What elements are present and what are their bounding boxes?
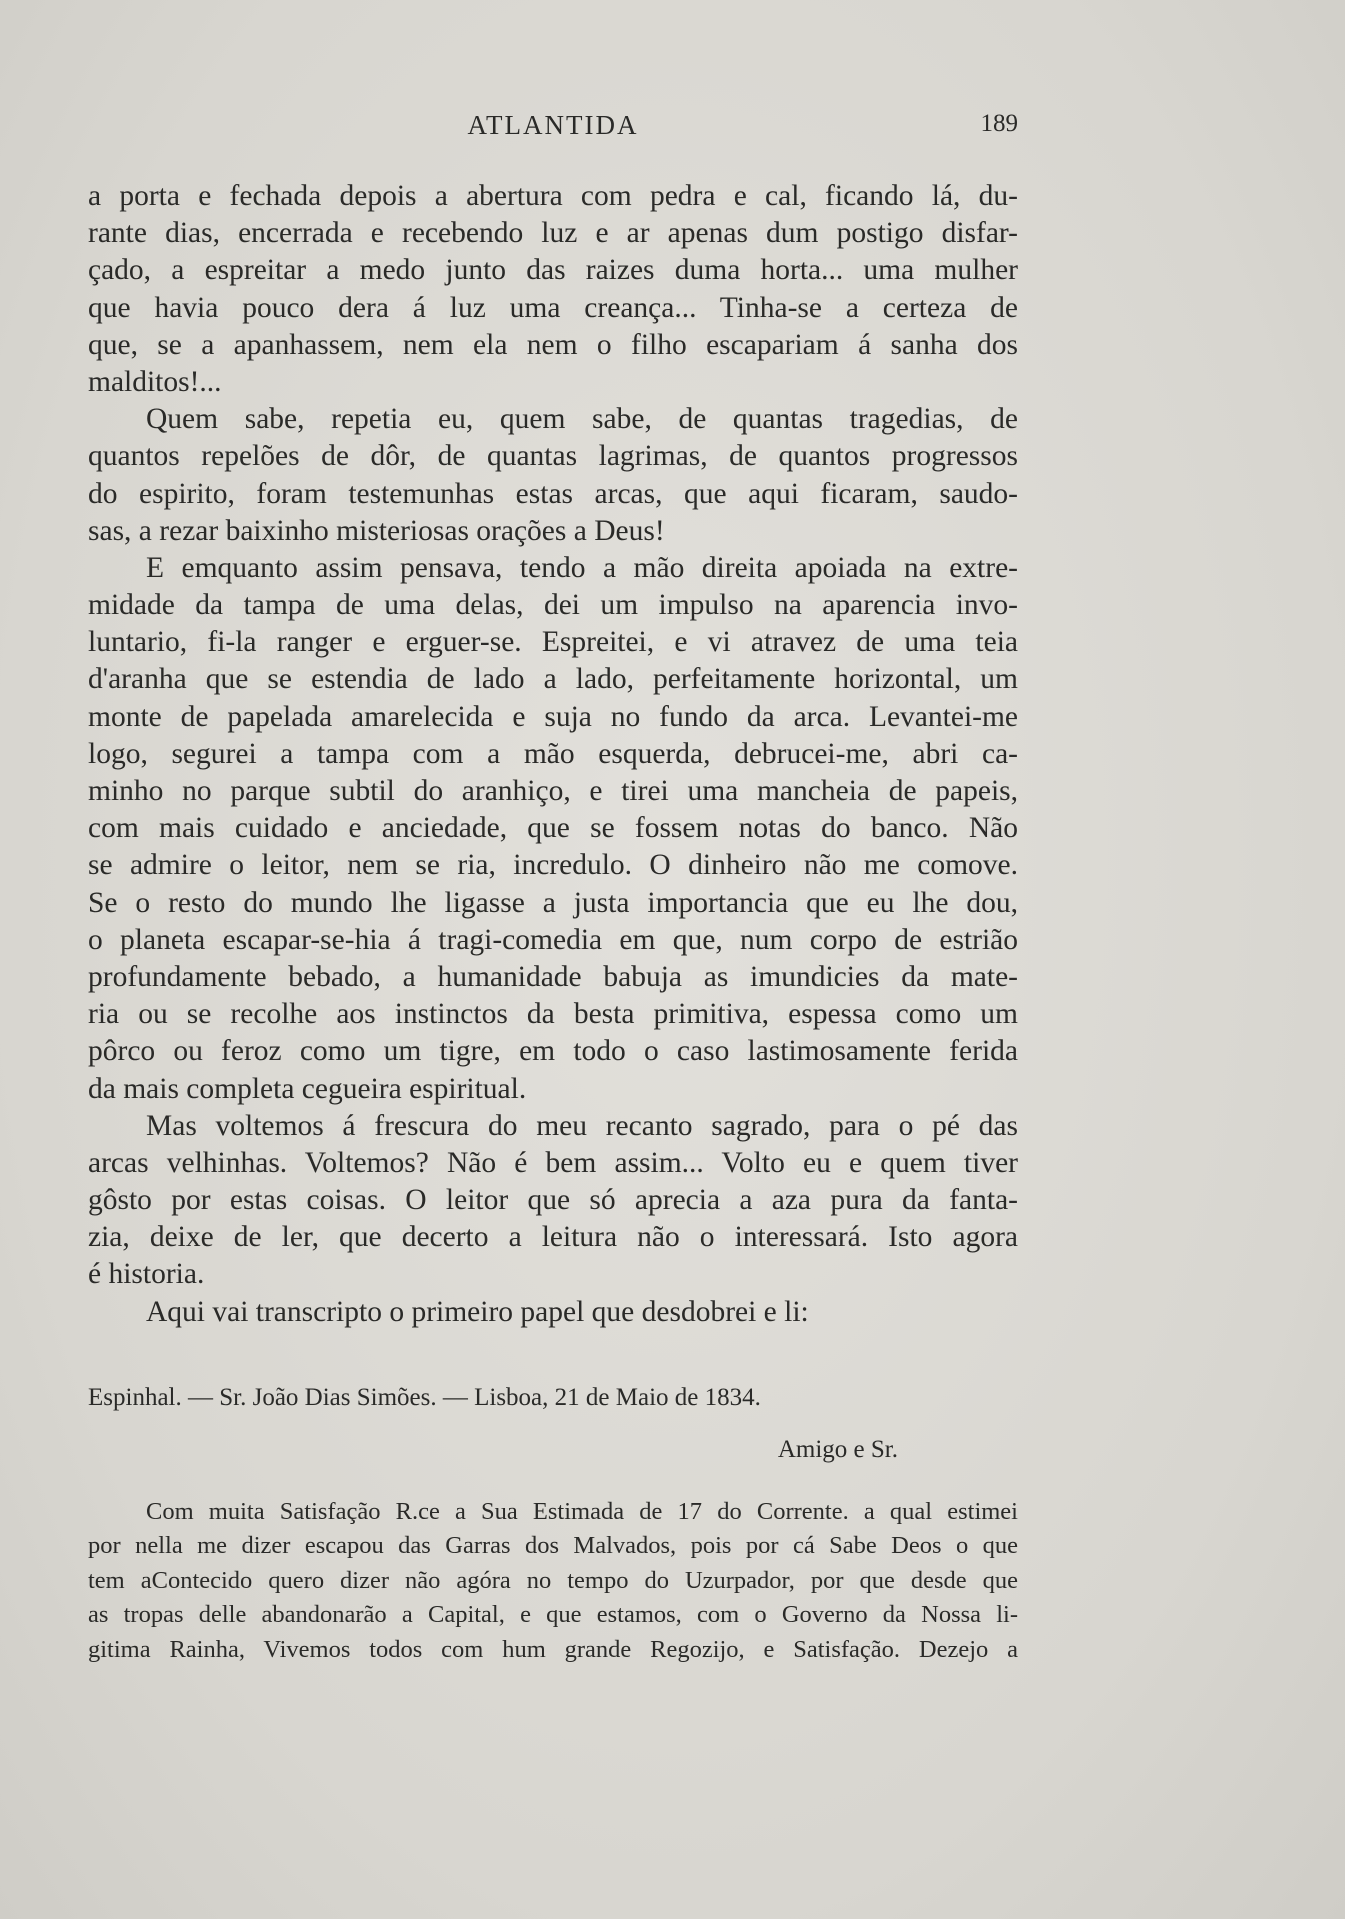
text-line: quantos repelões de dôr, de quantas lagrimas, de quantos progressos (88, 440, 1018, 473)
text-line: Aqui vai transcripto o primeiro papel que desdobrei e li: (146, 1295, 809, 1328)
letter-line: gitima Rainha, Vivemos todos com hum grande Regozijo, e Satisfação. Dezejo a (88, 1635, 1018, 1663)
paragraphs (88, 178, 1018, 1331)
letter-line: por nella me dizer escapou das Garras dos Malvados, pois por cá Sabe Deos o que (88, 1532, 1018, 1560)
text-line: gôsto por estas coisas. O leitor que só aprecia a aza pura da fanta- (88, 1184, 1018, 1217)
letter-greeting: Amigo e Sr. (777, 1435, 898, 1463)
text-line: arcas velhinhas. Voltemos? Não é bem assim... Volto eu e quem tiver (88, 1146, 1018, 1179)
text-line: logo, segurei a tampa com a mão esquerda, debrucei-me, abri ca- (88, 737, 1018, 770)
letter-body (88, 1495, 1018, 1668)
text-line: que havia pouco dera á luz uma creança... Tinha-se a certeza de (88, 291, 1018, 324)
paragraph (88, 401, 1018, 550)
paragraph (88, 550, 1018, 1108)
text-line: çado, a espreitar a medo junto das raizes duma horta... uma mulher (88, 254, 1018, 287)
text-line: sas, a rezar baixinho misteriosas orações a Deus! (88, 514, 665, 547)
transcribed-letter (88, 1383, 1018, 1668)
paragraph (88, 1294, 1018, 1331)
text-line: Se o resto do mundo lhe ligasse a justa importancia que eu lhe dou, (88, 886, 1018, 919)
text-line: é historia. (88, 1258, 205, 1291)
running-header (88, 110, 1018, 150)
text-line: luntario, fi-la ranger e erguer-se. Espreitei, e vi atravez de uma teia (88, 626, 1018, 659)
text-line: profundamente bebado, a humanidade babuja as imundicies da mate- (88, 960, 1018, 993)
body-text (88, 178, 1018, 1667)
text-line: pôrco ou feroz como um tigre, em todo o caso lastimosamente ferida (88, 1035, 1018, 1068)
page-number: 189 (980, 110, 1018, 137)
text-line: da mais completa cegueira espiritual. (88, 1072, 527, 1105)
text-line: minho no parque subtil do aranhiço, e tirei uma mancheia de papeis, (88, 775, 1018, 807)
text-line: malditos!... (88, 365, 222, 398)
text-line: monte de papelada amarelecida e suja no fundo da arca. Levantei-me (88, 700, 1018, 733)
text-line: que, se a apanhassem, nem ela nem o filho escapariam á sanha dos (88, 328, 1018, 361)
section-gap (88, 1331, 1018, 1383)
text-line: d'aranha que se estendia de lado a lado, perfeitamente horizontal, um (88, 663, 1018, 696)
letter-heading: Espinhal. — Sr. João Dias Simões. — Lisboa, 21 de Maio de 1834. (88, 1383, 761, 1411)
text-line: midade da tampa de uma delas, dei um impulso na aparencia invo- (88, 589, 1018, 622)
text-line: E emquanto assim pensava, tendo a mão direita apoiada na extre- (146, 551, 1018, 584)
text-line: com mais cuidado e anciedade, que se fossem notas do banco. Não (88, 812, 1018, 845)
running-title: ATLANTIDA (467, 110, 639, 140)
paragraph (88, 178, 1018, 401)
text-line: ria ou se recolhe aos instinctos da besta primitiva, espessa como um (88, 998, 1018, 1031)
paragraph (88, 1108, 1018, 1294)
text-line: Quem sabe, repetia eu, quem sabe, de quantas tragedias, de (146, 403, 1018, 436)
text-line: zia, deixe de ler, que decerto a leitura não o interessará. Isto agora (88, 1221, 1018, 1254)
text-line: rante dias, encerrada e recebendo luz e ar apenas dum postigo disfar- (88, 217, 1018, 250)
text-line: o planeta escapar-se-hia á tragi-comedia em que, num corpo de estrião (88, 923, 1018, 956)
text-line: Mas voltemos á frescura do meu recanto sagrado, para o pé das (146, 1109, 1018, 1142)
text-line: se admire o leitor, nem se ria, incredulo. O dinheiro não me comove. (88, 849, 1018, 882)
letter-line: tem aContecido quero dizer não agóra no tempo do Uzurpador, por que desde que (88, 1566, 1018, 1594)
text-line: do espirito, foram testemunhas estas arcas, que aqui ficaram, saudo- (88, 477, 1018, 510)
letter-line: Com muita Satisfação R.ce a Sua Estimada de 17 do Corrente. a qual estimei (146, 1497, 1018, 1525)
letter-line: as tropas delle abandonarão a Capital, e que estamos, com o Governo da Nossa li- (88, 1601, 1018, 1629)
text-line: a porta e fechada depois a abertura com pedra e cal, ficando lá, du- (88, 180, 1018, 212)
